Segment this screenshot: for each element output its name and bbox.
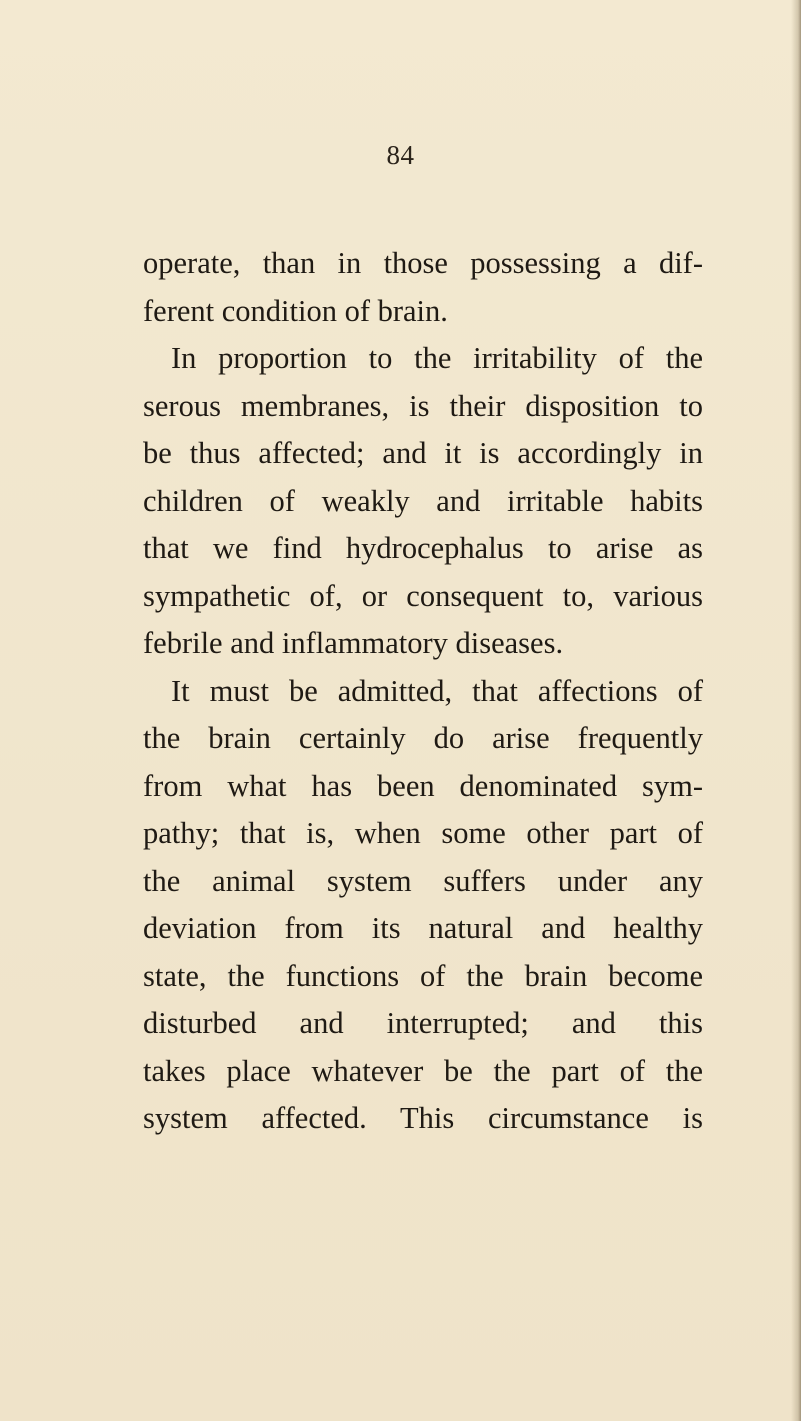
page-number: 84 [386,140,415,170]
text-line: In proportion to the irritability of the [171,341,703,375]
text-line: that we find hydrocephalus to arise as [143,531,703,565]
text-line: operate, than in those possessing a dif- [143,246,703,280]
page-edge-shadow [791,0,801,1421]
text-line: ferent condition of brain. [143,293,448,328]
text-line: takes place whatever be the part of the [143,1053,703,1088]
text-line: It must be admitted, that affections of [171,673,703,708]
text-line: system affected. This circumstance is [143,1101,703,1135]
text-line: from what has been denominated sym- [143,768,703,803]
text-line: the brain certainly do arise frequently [143,721,703,755]
text-line: febrile and inflammatory diseases. [143,626,564,660]
text-line: be thus affected; and it is accordingly in [143,436,703,470]
text-line: pathy; that is, when some other part of [143,816,703,850]
text-line: deviation from its natural and healthy [143,911,703,945]
text-line: disturbed and interrupted; and this [143,1006,703,1040]
body-text [143,240,703,1143]
text-line: sympathetic of, or consequent to, various [143,578,703,613]
text-line: serous membranes, is their disposition to [143,388,703,423]
text-line: the animal system suffers under any [143,863,703,898]
text-line: state, the functions of the brain become [143,958,703,993]
text-line: children of weakly and irritable habits [143,483,703,518]
